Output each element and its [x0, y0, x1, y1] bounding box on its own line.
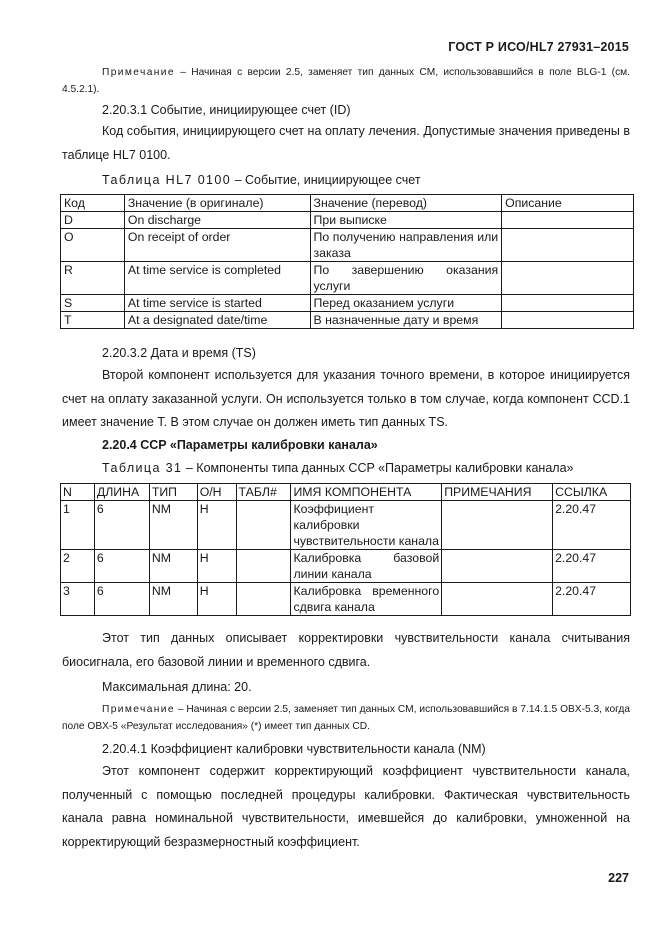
caption-label: Таблица 31 [102, 461, 183, 475]
section-heading-2-20-4: 2.20.4 CCP «Параметры калибровки канала» [102, 438, 378, 452]
table-cell: At time service is completed [124, 262, 310, 295]
table-cell: По получению направления или заказа [310, 229, 502, 262]
table-cell: T [61, 312, 125, 329]
table-caption-31 [102, 459, 573, 477]
table-cell: On receipt of order [124, 229, 310, 262]
table-cell: S [61, 295, 125, 312]
table-cell [502, 229, 634, 262]
note-label: Примечание [102, 67, 175, 78]
header-cell: ПРИМЕЧАНИЯ [442, 484, 553, 501]
table-cell: Н [197, 501, 236, 550]
table-cell [442, 583, 553, 616]
header-cell: ССЫЛКА [553, 484, 631, 501]
table-cell: Н [197, 550, 236, 583]
table-cell: Калибровка временного сдвига канала [291, 583, 442, 616]
standard-header: ГОСТ Р ИСО/HL7 27931–2015 [448, 40, 629, 54]
table-cell: В назначенные дату и время [310, 312, 502, 329]
table-cell: NM [149, 501, 197, 550]
table-cell: 1 [61, 501, 95, 550]
table-cell [236, 501, 291, 550]
table-cell [502, 295, 634, 312]
table-cell: Н [197, 583, 236, 616]
table-cell: 6 [94, 501, 149, 550]
table-row [61, 550, 631, 583]
table-cell [502, 212, 634, 229]
header-cell: ТИП [149, 484, 197, 501]
header-cell: ИМЯ КОМПОНЕНТА [291, 484, 442, 501]
section-heading-2-20-3-2: 2.20.3.2 Дата и время (TS) [102, 346, 256, 360]
note-blg [62, 64, 630, 98]
section-paragraph-2-20-3-2: Второй компонент используется для указания точного времени, в которое инициируется счет на оплату заказанной услуги. Он используется только в том случае, когда компонент CCD.1 имеет значение T. В этом случае он должен иметь тип данных TS. [62, 368, 630, 429]
section-heading-2-20-4-1: 2.20.4.1 Коэффициент калибровки чувствительности канала (NM) [102, 742, 486, 756]
table-header-row [61, 195, 634, 212]
table-cell: 2.20.47 [553, 501, 631, 550]
table-cell [502, 262, 634, 295]
table-cell: O [61, 229, 125, 262]
table-cell: Коэффициент калибровки чувствительности канала [291, 501, 442, 550]
note-text: – Начиная с версии 2.5, заменяет тип данных CM, использовавшийся в поле BLG-1 (см. 4.5.2.1). [62, 67, 630, 95]
table-cell: 2.20.47 [553, 550, 631, 583]
table-caption-hl7-0100 [102, 171, 421, 189]
section-paragraph-2-20-4-1: Этот компонент содержит корректирующий коэффициент чувствительности канала, полученный с помощью последней процедуры калибровки. Фактическая чувствительность канала равна номинальной чувствительности, имевшейся до калибровки, умноженной на корректирующий безразмерностный коэффициент. [62, 764, 630, 849]
header-cell: Код [61, 195, 125, 212]
table-header-row [61, 484, 631, 501]
header-cell: О/Н [197, 484, 236, 501]
table-row [61, 295, 634, 312]
table-row [61, 312, 634, 329]
table-cell: D [61, 212, 125, 229]
header-cell: Описание [502, 195, 634, 212]
header-cell: ДЛИНА [94, 484, 149, 501]
table-row [61, 212, 634, 229]
table-cell: 3 [61, 583, 95, 616]
table-cell: 6 [94, 583, 149, 616]
table-cell [442, 550, 553, 583]
table-row [61, 501, 631, 550]
table-cell: При выписке [310, 212, 502, 229]
table-cell [236, 583, 291, 616]
caption-text: – Событие, инициирующее счет [231, 173, 421, 187]
table-cell: NM [149, 583, 197, 616]
table-cell: 6 [94, 550, 149, 583]
caption-text: – Компоненты типа данных CCP «Параметры калибровки канала» [182, 461, 574, 475]
section-heading-2-20-3-1: 2.20.3.1 Событие, инициирующее счет (ID) [102, 103, 351, 117]
table-cell: R [61, 262, 125, 295]
body-paragraph-description: Этот тип данных описывает корректировки чувствительности канала считывания биосигнала, его базовой линии и временного сдвига. [62, 631, 630, 669]
table-cell: 2.20.47 [553, 583, 631, 616]
table-cell: По завершению оказания услуги [310, 262, 502, 295]
section-paragraph-2-20-3-1: Код события, инициирующего счет на оплату лечения. Допустимые значения приведены в таблице HL7 0100. [62, 124, 630, 162]
table-cell: Перед оказанием услуги [310, 295, 502, 312]
table-cell: On discharge [124, 212, 310, 229]
page-number: 227 [608, 871, 629, 885]
table-cell [502, 312, 634, 329]
table-cell: NM [149, 550, 197, 583]
note-text: – Начиная с версии 2.5, заменяет тип данных CM, использовавшийся в 7.14.1.5 OBX-5.3, когда поле OBX-5 «Результат исследования» (*) имеет тип данных CD. [62, 704, 630, 732]
table-cell: At a designated date/time [124, 312, 310, 329]
header-cell: Значение (перевод) [310, 195, 502, 212]
header-cell: ТАБЛ# [236, 484, 291, 501]
table-row [61, 583, 631, 616]
table-cell [236, 550, 291, 583]
table-row [61, 229, 634, 262]
table-cell: Калибровка базовой линии канала [291, 550, 442, 583]
note-label: Примечание [102, 704, 175, 715]
header-cell: N [61, 484, 95, 501]
body-paragraph-max-length: Максимальная длина: 20. [102, 680, 252, 694]
header-cell: Значение (в оригинале) [124, 195, 310, 212]
table-hl7-0100 [60, 194, 634, 329]
table-cell: 2 [61, 550, 95, 583]
note-obx [62, 701, 630, 735]
caption-label: Таблица HL7 0100 [102, 173, 232, 187]
table-cell: At time service is started [124, 295, 310, 312]
table-row [61, 262, 634, 295]
table-cell [442, 501, 553, 550]
table-ccp-components [60, 483, 631, 616]
